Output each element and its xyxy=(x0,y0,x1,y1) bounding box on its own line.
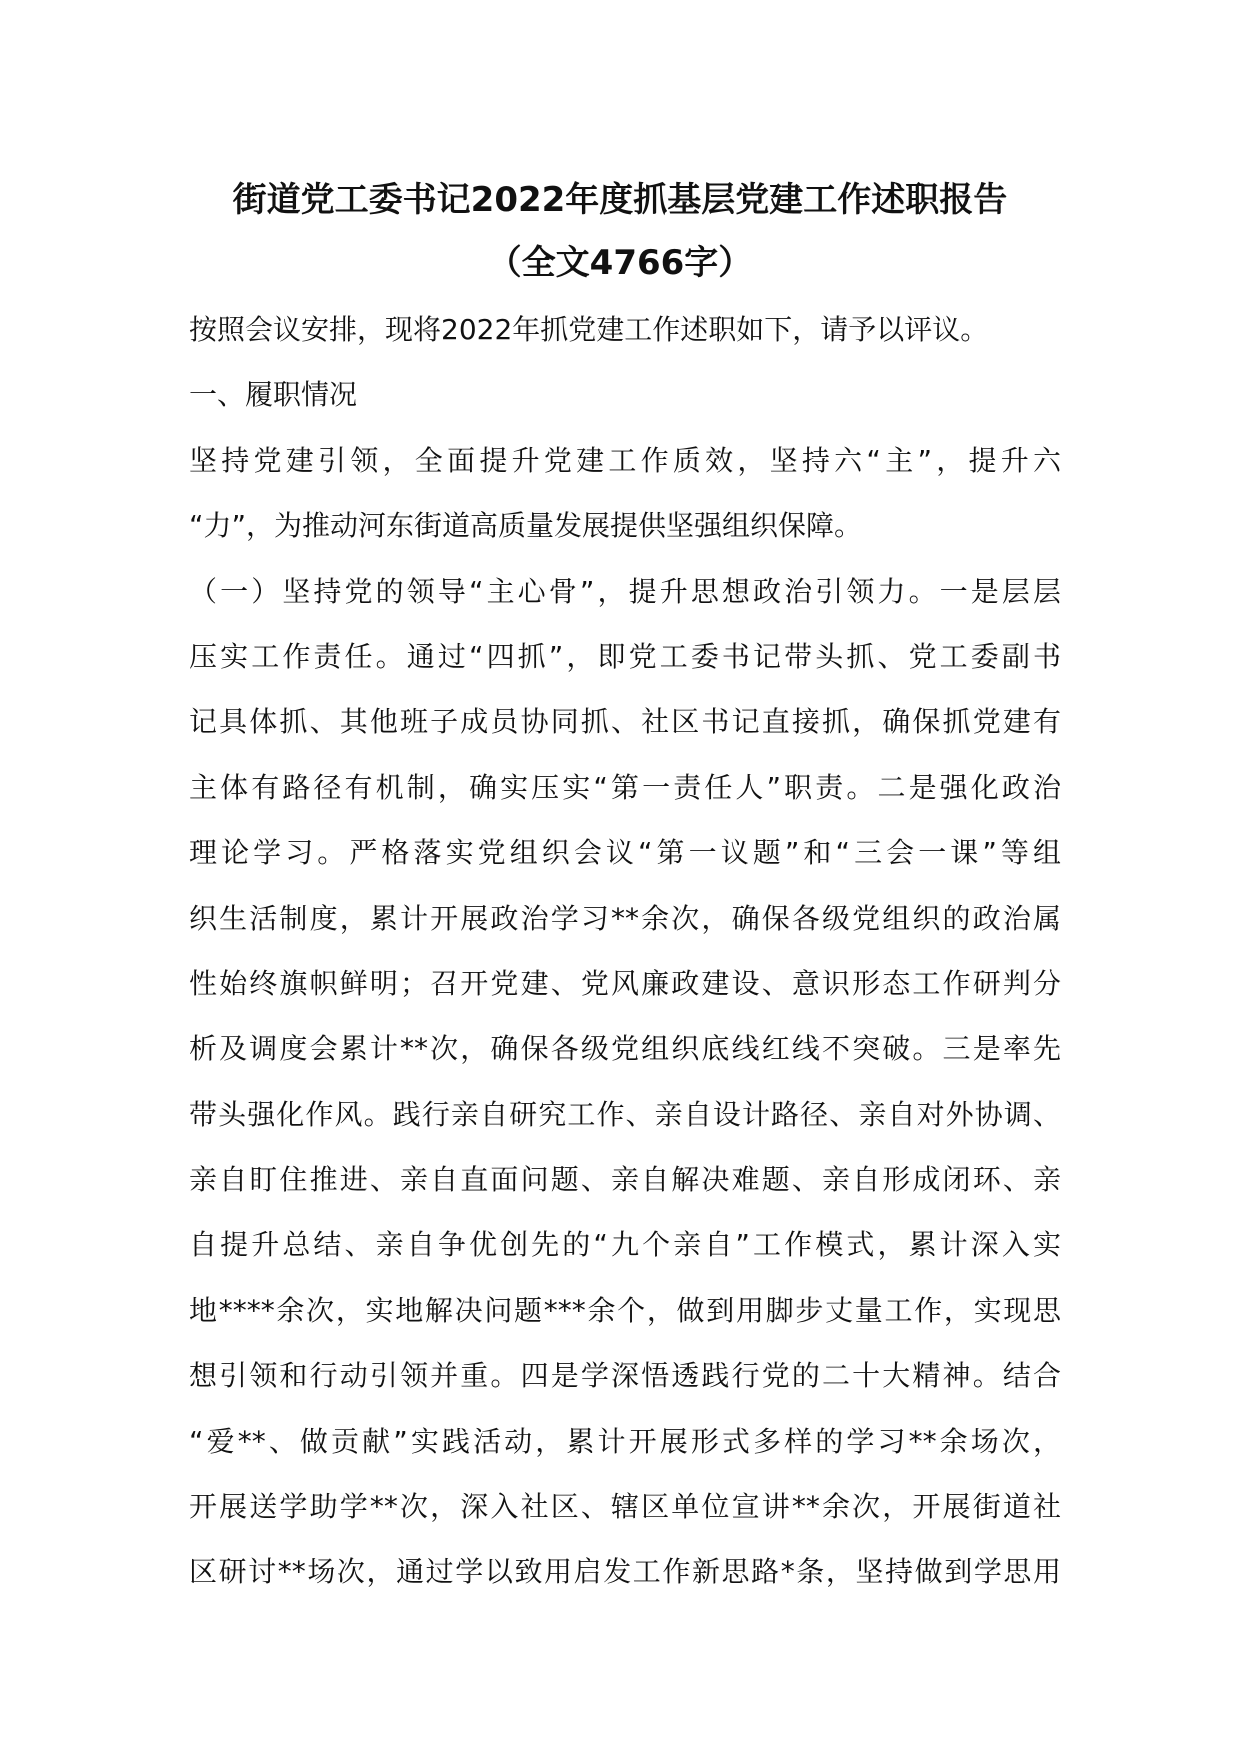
paragraph-line: “力”，为推动河东街道高质量发展提供坚强组织保障。 xyxy=(189,509,863,543)
paragraph-line: 理论学习。严格落实党组织会议“第一议题”和“三会一课”等组 xyxy=(189,836,1061,870)
paragraph-line: （一）坚持党的领导“主心骨”，提升思想政治引领力。一是层层 xyxy=(189,574,1061,608)
paragraph-line: 按照会议安排，现将2022年抓党建工作述职如下，请予以评议。 xyxy=(189,313,989,346)
paragraph-line: 带头强化作风。践行亲自研究工作、亲自设计路径、亲自对外协调、 xyxy=(189,1097,1061,1131)
document-body xyxy=(189,307,1061,1615)
document-subtitle: （全文4766字） xyxy=(487,243,753,283)
paragraph-line: 性始终旗帜鲜明；召开党建、党风廉政建设、意识形态工作研判分 xyxy=(189,966,1061,1000)
paragraph-line: 析及调度会累计**次，确保各级党组织底线红线不突破。三是率先 xyxy=(189,1032,1061,1066)
paragraph-line: 坚持党建引领，全面提升党建工作质效，坚持六“主”，提升六 xyxy=(189,443,1061,477)
document-title: 街道党工委书记2022年度抓基层党建工作述职报告 xyxy=(232,180,1008,220)
paragraph-line: 地****余次，实地解决问题***余个，做到用脚步丈量工作，实现思 xyxy=(189,1293,1061,1327)
paragraph-line: 织生活制度，累计开展政治学习**余次，确保各级党组织的政治属 xyxy=(189,901,1061,935)
paragraph-line: “爱**、做贡献”实践活动，累计开展形式多样的学习**余场次， xyxy=(189,1424,1061,1458)
paragraph-line: 开展送学助学**次，深入社区、辖区单位宣讲**余次，开展街道社 xyxy=(189,1490,1061,1524)
paragraph-line: 记具体抓、其他班子成员协同抓、社区书记直接抓，确保抓党建有 xyxy=(189,705,1061,739)
paragraph-line: 亲自盯住推进、亲自直面问题、亲自解决难题、亲自形成闭环、亲 xyxy=(189,1163,1061,1197)
paragraph-line: 区研讨**场次，通过学以致用启发工作新思路*条，坚持做到学思用 xyxy=(189,1555,1061,1589)
paragraph-line: 自提升总结、亲自争优创先的“九个亲自”工作模式，累计深入实 xyxy=(189,1228,1061,1262)
paragraph-line: 主体有路径有机制，确实压实“第一责任人”职责。二是强化政治 xyxy=(189,770,1061,804)
paragraph-line: 想引领和行动引领并重。四是学深悟透践行党的二十大精神。结合 xyxy=(189,1359,1061,1393)
paragraph-line: 压实工作责任。通过“四抓”，即党工委书记带头抓、党工委副书 xyxy=(189,639,1061,673)
paragraph-line: 一、履职情况 xyxy=(189,378,358,412)
